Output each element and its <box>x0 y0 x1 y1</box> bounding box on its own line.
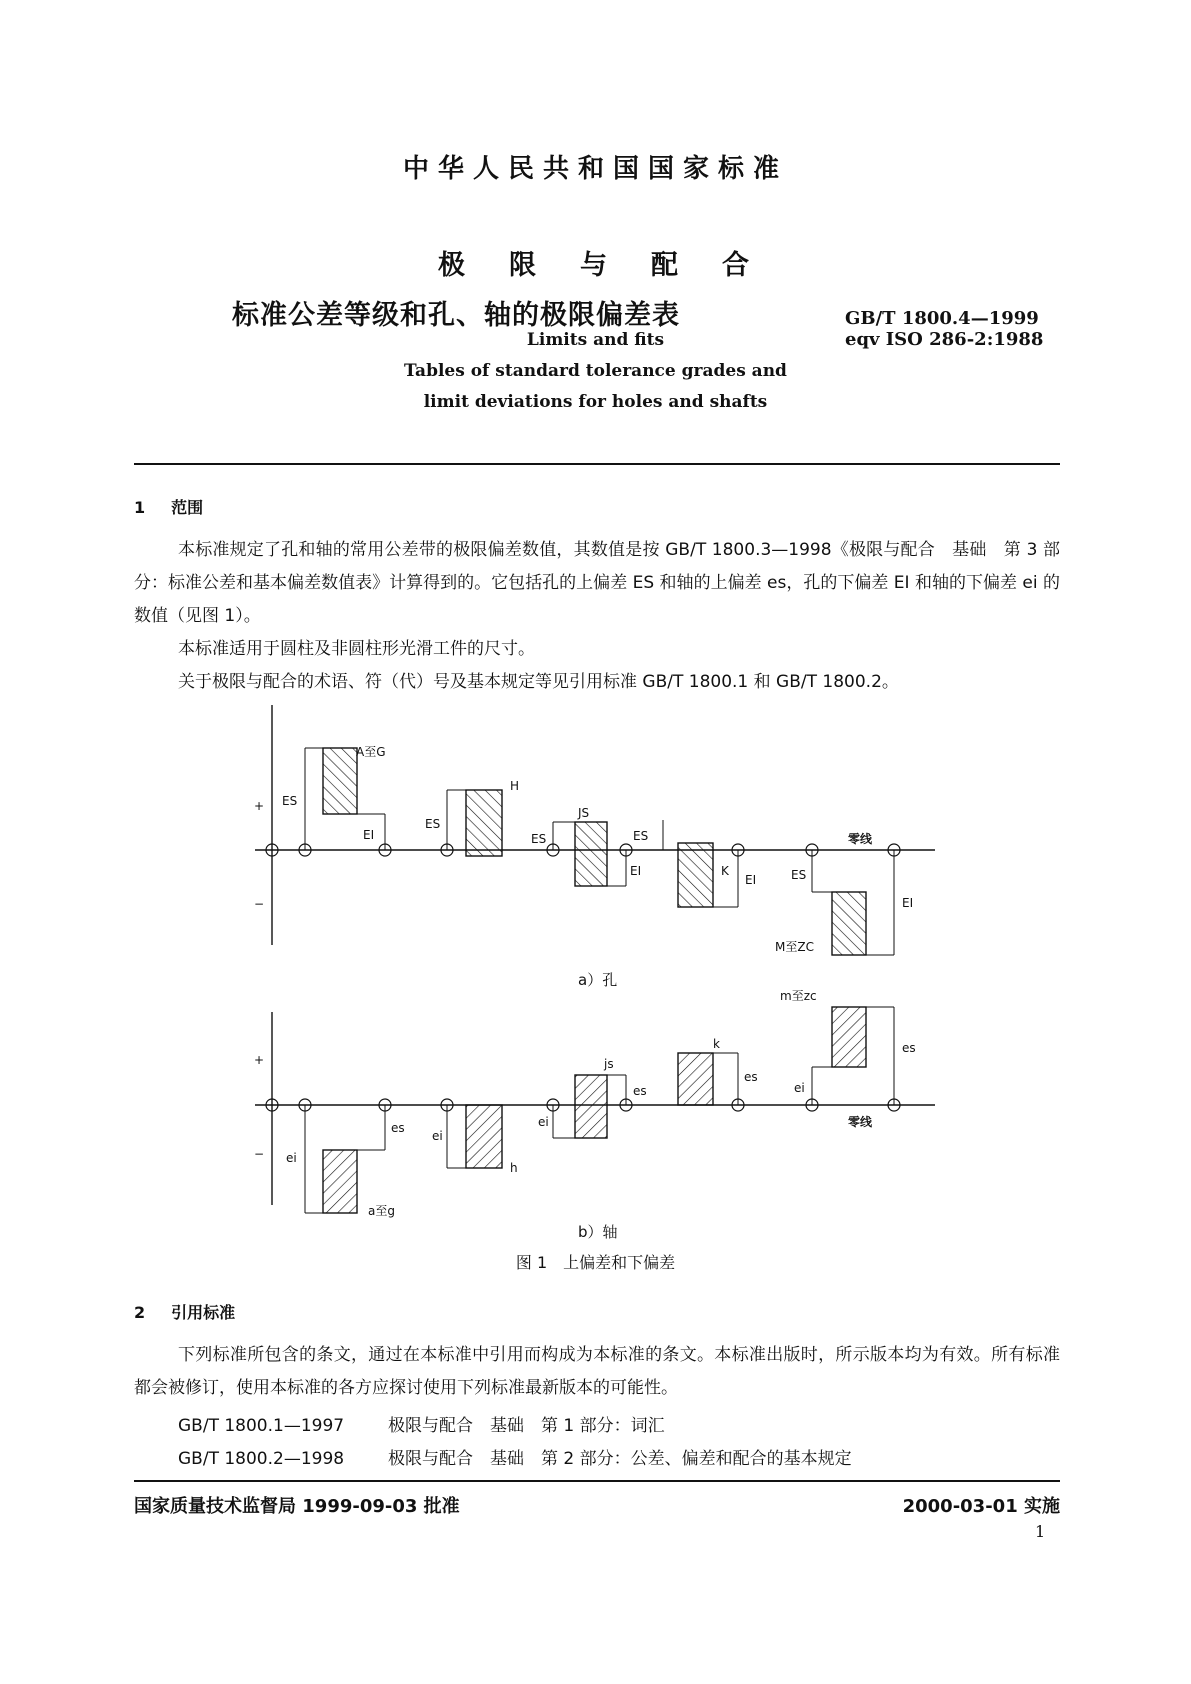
standard-number: GB/T 1800.4—1999 <box>845 308 1039 329</box>
title-en-line1: Limits and fits <box>526 330 665 350</box>
footer-divider <box>134 1480 1060 1482</box>
title-en-line2: Tables of standard tolerance grades and <box>404 361 787 381</box>
shaft-label-js: js <box>604 1057 614 1071</box>
hole-label-a-to-g: A至G <box>356 745 386 759</box>
section1-paragraph: 本标准适用于圆柱及非圆柱形光滑工件的尺寸。 <box>178 639 535 659</box>
title-cn-line1: 极限与配合 <box>438 250 793 281</box>
hole-zone-h <box>466 790 502 856</box>
shafts-minus-sign: − <box>254 1147 265 1161</box>
hole-label-m-to-zc: M至ZC <box>775 940 814 954</box>
hole-ei-label: EI <box>363 828 375 842</box>
effective-date: 2000-03-01 实施 <box>902 1496 1060 1517</box>
hole-zone-a-to-g <box>323 748 357 814</box>
shaft-es-label: es <box>744 1070 758 1084</box>
approval-date: 国家质量技术监督局 1999-09-03 批准 <box>134 1496 460 1517</box>
shaft-zone-a-to-g <box>323 1150 357 1213</box>
hole-label-h: H <box>510 779 520 793</box>
shaft-label-k: k <box>713 1037 720 1051</box>
shaft-ei-label: ei <box>794 1081 805 1095</box>
shaft-es-label: es <box>633 1084 647 1098</box>
section1-paragraph: 本标准规定了孔和轴的常用公差带的极限偏差数值，其数值是按 GB/T 1800.3—1998《极限与配合 基础 第 3 部分：标准公差和基本偏差数值表》计算得到的。它包括孔的上偏差 ES 和轴的上偏差 es，孔的下偏差 EI 和轴的下偏差 ei 的数值（见图 1）。 <box>134 540 1060 626</box>
section2-title: 引用标准 <box>171 1303 236 1322</box>
shaft-es-label: es <box>902 1041 916 1055</box>
standard-equivalence: eqv ISO 286-2:1988 <box>845 329 1044 350</box>
holes-diagram <box>254 705 935 989</box>
reference-item <box>178 1444 852 1469</box>
section1-number: 1 <box>134 498 146 517</box>
shafts-zero-line-label: 零线 <box>848 1115 873 1129</box>
hole-ei-label: EI <box>630 864 642 878</box>
section2-body <box>134 1339 1060 1405</box>
hole-ei-label: EI <box>902 896 914 910</box>
shaft-zone-js <box>575 1075 607 1138</box>
hole-label-k: K <box>721 864 729 878</box>
hole-zone-js <box>575 822 607 886</box>
hole-zone-m-to-zc <box>832 892 866 955</box>
section1-title: 范围 <box>171 498 204 517</box>
shafts-caption: b）轴 <box>578 1223 618 1241</box>
title-cn-line2: 标准公差等级和孔、轴的极限偏差表 <box>232 300 680 331</box>
title-en-line3: limit deviations for holes and shafts <box>423 392 768 412</box>
holes-plus-sign: + <box>254 799 265 813</box>
hole-es-label: ES <box>791 868 807 882</box>
page-number: 1 <box>1035 1522 1046 1541</box>
hole-es-label: ES <box>531 832 547 846</box>
hole-ei-label: EI <box>745 873 757 887</box>
shaft-zone-k <box>678 1053 713 1105</box>
shaft-ei-label: ei <box>538 1115 549 1129</box>
shafts-plus-sign: + <box>254 1053 265 1067</box>
section1-paragraph: 关于极限与配合的术语、符（代）号及基本规定等见引用标准 GB/T 1800.1 和 GB/T 1800.2。 <box>178 672 899 692</box>
shaft-zone-h <box>466 1105 502 1168</box>
section2-paragraph: 下列标准所包含的条文，通过在本标准中引用而构成为本标准的条文。本标准出版时，所示版本均为有效。所有标准都会被修订，使用本标准的各方应探讨使用下列标准最新版本的可能性。 <box>134 1345 1060 1398</box>
shaft-label-m-to-zc: m至zc <box>780 989 817 1003</box>
reference-title: 极限与配合 基础 第 2 部分：公差、偏差和配合的基本规定 <box>388 1449 852 1469</box>
holes-zero-line-label: 零线 <box>848 832 873 846</box>
hole-zone-k <box>678 843 713 907</box>
figure-caption: 图 1 上偏差和下偏差 <box>515 1253 676 1272</box>
hole-es-label: ES <box>282 794 298 808</box>
hole-es-label: ES <box>425 817 441 831</box>
publisher-header: 中华人民共和国国家标准 <box>402 154 788 184</box>
shaft-es-label: es <box>391 1121 405 1135</box>
holes-minus-sign: − <box>254 897 265 911</box>
shaft-ei-label: ei <box>286 1151 297 1165</box>
shaft-zone-m-to-zc <box>832 1007 866 1067</box>
holes-caption: a）孔 <box>578 971 618 989</box>
section2-heading <box>134 1300 235 1323</box>
hole-label-js: JS <box>578 806 590 820</box>
reference-code: GB/T 1800.1—1997 <box>178 1416 345 1436</box>
shafts-diagram <box>254 989 935 1241</box>
shaft-label-h: h <box>510 1161 518 1175</box>
hole-es-label: ES <box>633 829 649 843</box>
reference-code: GB/T 1800.2—1998 <box>178 1449 345 1469</box>
reference-item <box>178 1411 665 1436</box>
reference-title: 极限与配合 基础 第 1 部分：词汇 <box>388 1416 665 1436</box>
shaft-ei-label: ei <box>432 1129 443 1143</box>
section2-number: 2 <box>134 1303 146 1322</box>
shaft-label-a-to-g: a至g <box>368 1204 395 1218</box>
